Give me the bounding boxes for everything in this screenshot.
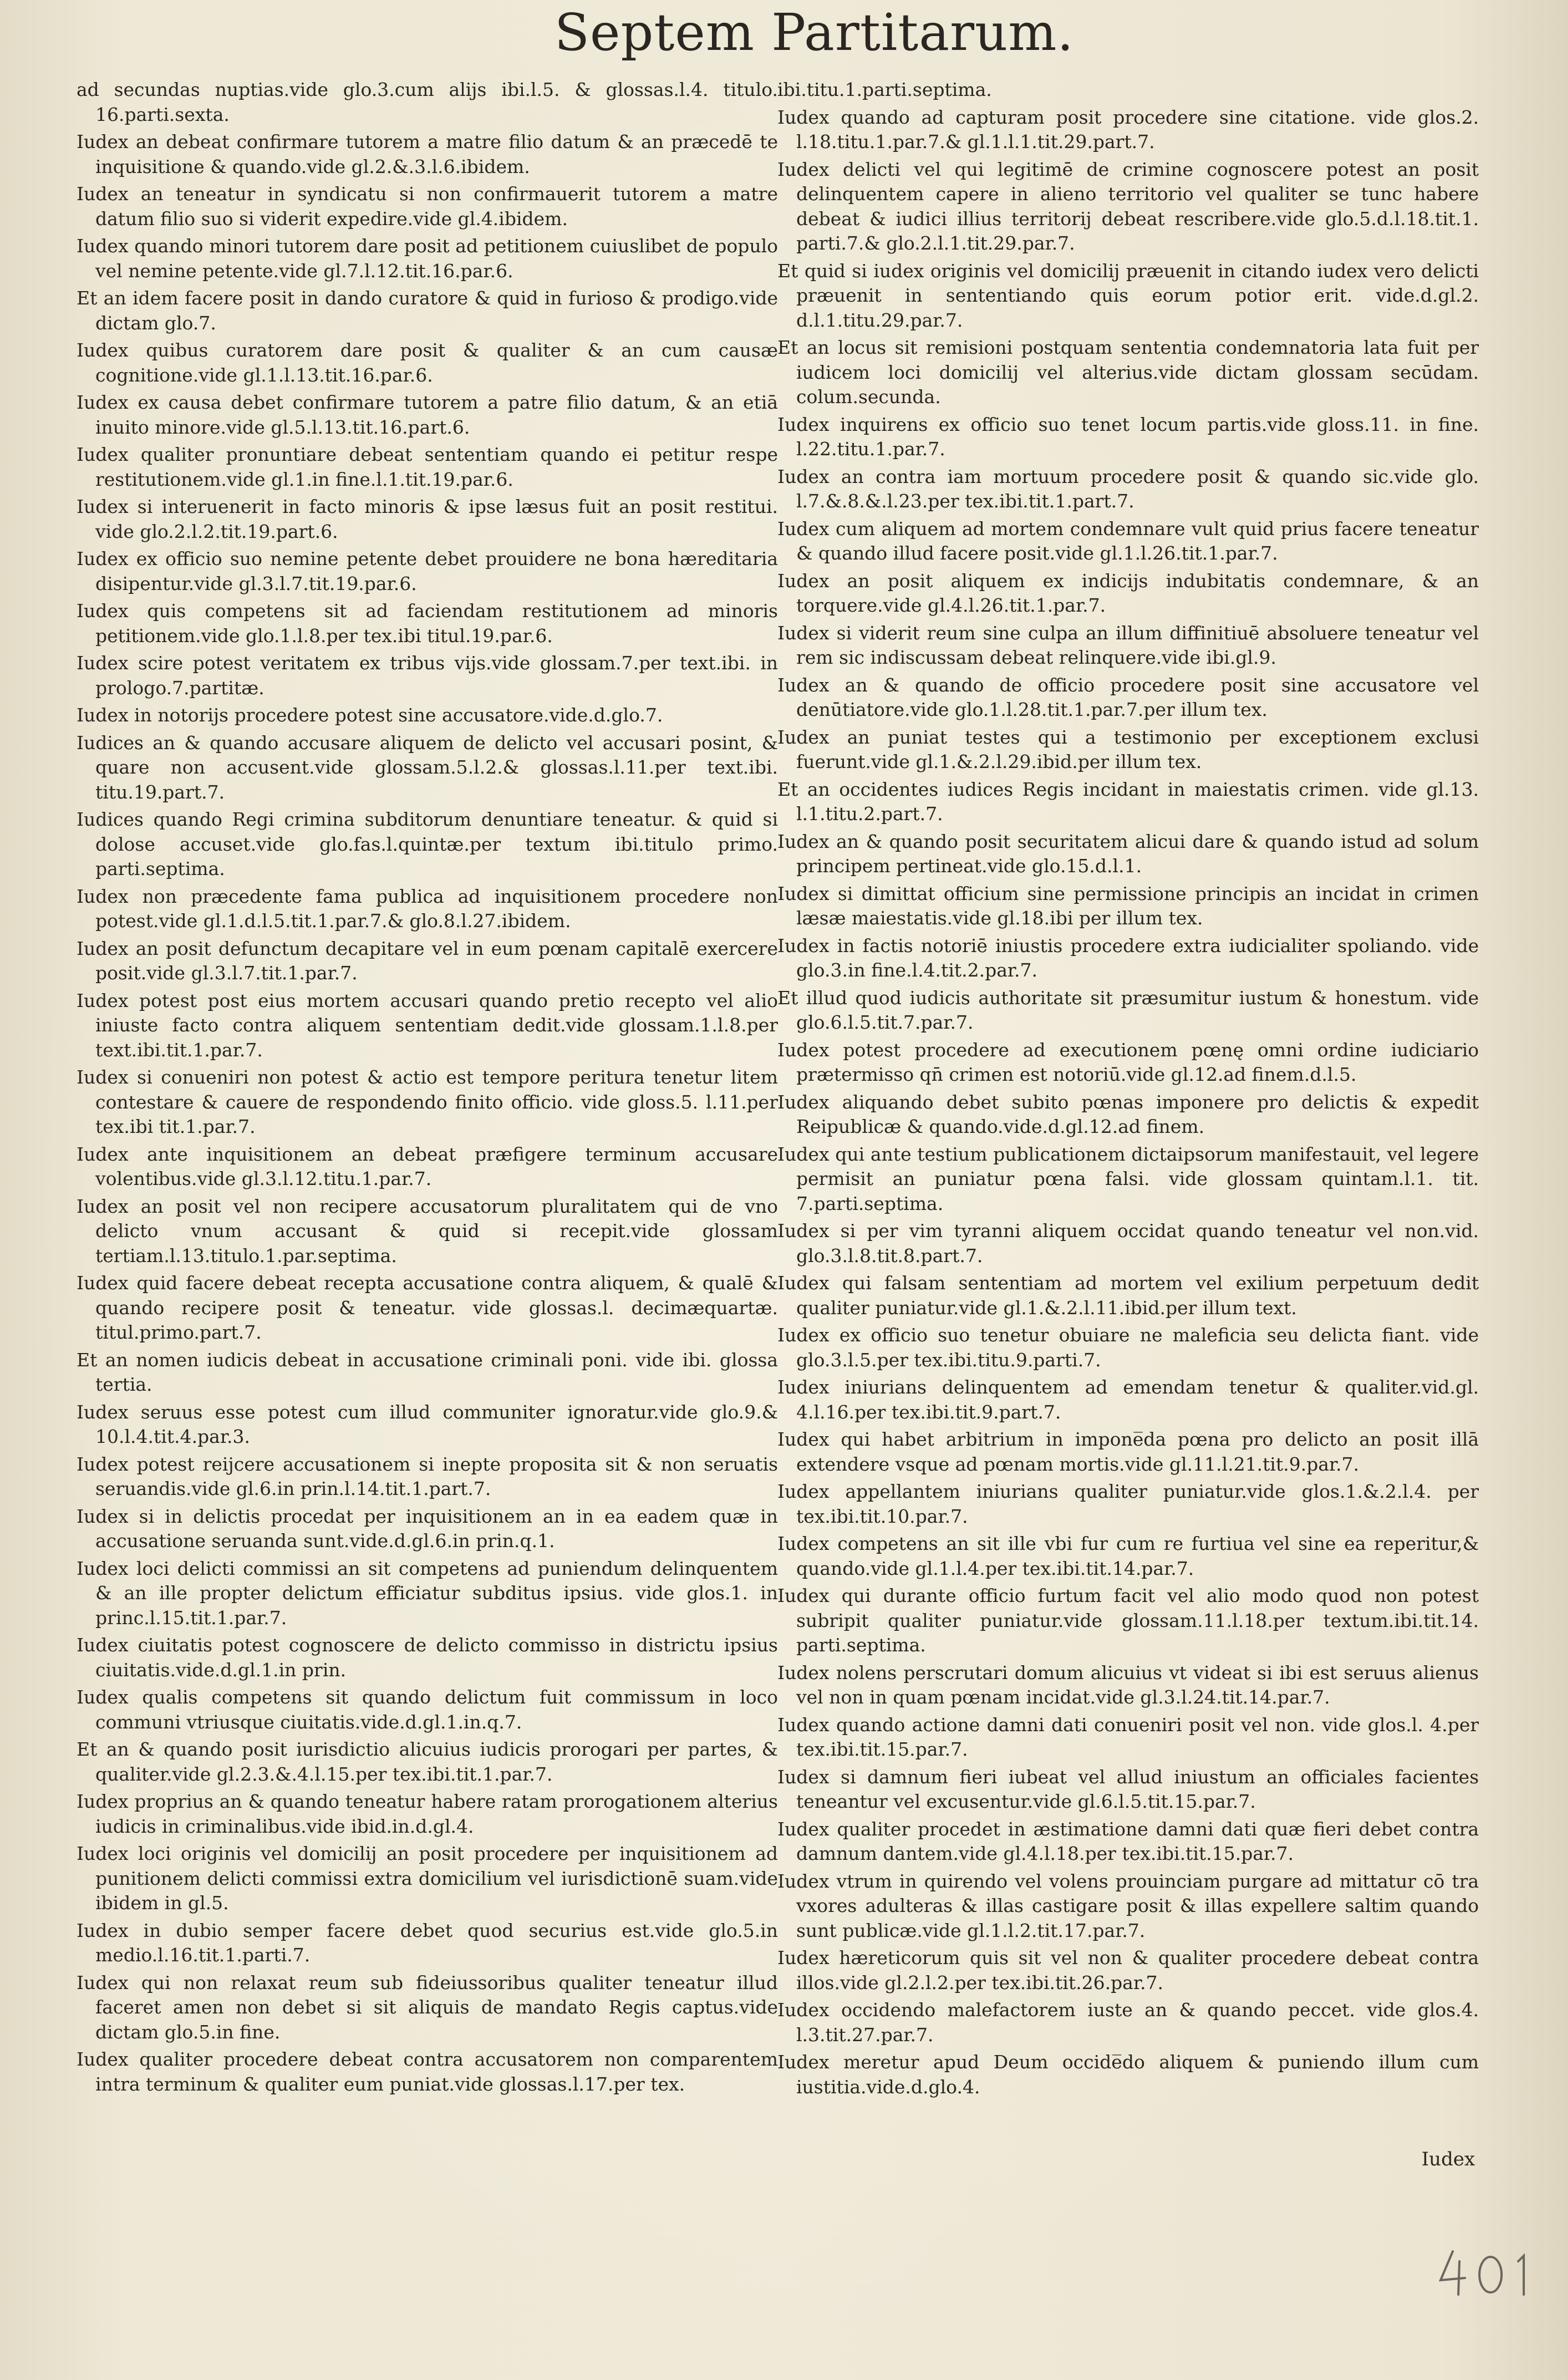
index-entry: Iudices an & quando accusare aliquem de delicto vel accusari posint, & quare non accusent.vide glossam.5.l.2.& glossas.l.11.per text.ibi. titu.19.part.7. xyxy=(77,731,778,803)
index-entry: Et an nomen iudicis debeat in accusatione criminali poni. vide ibi. glossa tertia. xyxy=(77,1349,778,1395)
left-column xyxy=(77,78,778,2201)
running-header: Septem Partitarum. xyxy=(554,3,1074,62)
index-entry: Iudex ciuitatis potest cognoscere de delicto commisso in districtu ipsius ciuitatis.vide.d.gl.1.in prin. xyxy=(77,1634,778,1681)
index-entry: Iudex vtrum in quirendo vel volens prouinciam purgare ad mittatur cō tra vxores adulteras & illas castigare posit & illas expellere saltim quando sunt publicæ.vide gl.1.l.2.tit.17.par.7. xyxy=(777,1870,1479,1941)
index-entry: Iudex si conueniri non potest & actio est tempore peritura tenetur litem contestare & cauere de respondendo finito officio. vide gloss.5. l.11.per tex.ibi tit.1.par.7. xyxy=(77,1066,778,1137)
index-entry: Iudex in notorijs procedere potest sine accusatore.vide.d.glo.7. xyxy=(77,704,663,726)
index-entry: Iudex qualiter procedet in æstimatione damni dati quæ fieri debet contra damnum dantem.vide gl.4.l.18.per tex.ibi.tit.15.par.7. xyxy=(777,1818,1479,1864)
index-entry: Iudex si dimittat officium sine permissione principis an incidat in crimen læsæ maiestatis.vide gl.18.ibi per illum tex. xyxy=(777,882,1479,929)
index-entry: Iudex an contra iam mortuum procedere posit & quando sic.vide glo. l.7.&.8.&.l.23.per tex.ibi.tit.1.part.7. xyxy=(777,465,1479,512)
index-entry: Et an & quando posit iurisdictio alicuius iudicis prorogari per partes, & qualiter.vide gl.2.3.&.4.l.15.per tex.ibi.tit.1.par.7. xyxy=(77,1738,778,1785)
index-entry: Iudex occidendo malefactorem iuste an & quando peccet. vide glos.4. l.3.tit.27.par.7. xyxy=(777,1999,1479,2046)
index-entry: Et an occidentes iudices Regis incidant in maiestatis crimen. vide gl.13. l.1.titu.2.part.7. xyxy=(777,778,1479,825)
index-entry: Iudex si interuenerit in facto minoris & ipse læsus fuit an posit restitui. vide glo.2.l.2.tit.19.part.6. xyxy=(77,496,778,542)
index-entry: Iudex competens an sit ille vbi fur cum re furtiua vel sine ea reperitur,& quando.vide gl.1.l.4.per tex.ibi.tit.14.par.7. xyxy=(777,1533,1479,1579)
index-entry: Iudex an & quando de officio procedere posit sine accusatore vel denūtiatore.vide glo.1.l.28.tit.1.par.7.per illum tex. xyxy=(777,674,1479,720)
index-entry: Iudex loci originis vel domicilij an posit procedere per inquisitionem ad punitionem delicti commissi extra domicilium vel iurisdictionē suam.vide ibidem in gl.5. xyxy=(77,1843,778,1914)
index-entry: Iudex in dubio semper facere debet quod securius est.vide glo.5.in medio.l.16.tit.1.parti.7. xyxy=(77,1919,778,1966)
index-entry: Iudex hæreticorum quis sit vel non & qualiter procedere debeat contra illos.vide gl.2.l.2.per tex.ibi.tit.26.par.7. xyxy=(777,1947,1479,1993)
index-entry: Iudex quid facere debeat recepta accusatione contra aliquem, & qualē & quando recipere posit & teneatur. vide glossas.l. decimæquartæ. titul.primo.part.7. xyxy=(77,1272,778,1343)
index-entry: Et illud quod iudicis authoritate sit præsumitur iustum & honestum. vide glo.6.l.5.tit.7.par.7. xyxy=(777,986,1479,1033)
index-entry: Iudex qui non relaxat reum sub fideiussoribus qualiter teneatur illud faceret amen non debet si sit aliquis de mandato Regis captus.vide dictam glo.5.in fine. xyxy=(77,1971,778,2043)
index-entry: Iudex an puniat testes qui a testimonio per exceptionem exclusi fuerunt.vide gl.1.&.2.l.29.ibid.per illum tex. xyxy=(777,726,1479,772)
index-entry: Iudex nolens perscrutari domum alicuius vt videat si ibi est seruus alienus vel non in quam pœnam incidat.vide gl.3.l.24.tit.14.par.7. xyxy=(777,1661,1479,1708)
index-entry: Iudex ante inquisitionem an debeat præfigere terminum accusare volentibus.vide gl.3.l.12.titu.1.par.7. xyxy=(77,1143,778,1189)
index-entry: Iudex quando ad capturam posit procedere sine citatione. vide glos.2. l.18.titu.1.par.7.& gl.1.l.1.tit.29.part.7. xyxy=(777,106,1479,152)
index-entry: Iudex si per vim tyranni aliquem occidat quando teneatur vel non.vid. glo.3.l.8.tit.8.part.7. xyxy=(777,1220,1479,1267)
index-entry: Iudex loci delicti commissi an sit competens ad puniendum delinquentem & an ille propter delictum efficiatur subditus ipsius. vide glos.1. in princ.l.15.tit.1.par.7. xyxy=(77,1557,778,1629)
index-entry: Iudex quando actione damni dati conueniri posit vel non. vide glos.l. 4.per tex.ibi.tit.15.par.7. xyxy=(777,1713,1479,1760)
index-entry: Iudex quibus curatorem dare posit & qualiter & an cum causæ cognitione.vide gl.1.l.13.tit.16.par.6. xyxy=(77,339,778,386)
index-entry: Iudex quis competens sit ad faciendam restitutionem ad minoris petitionem.vide glo.1.l.8.per tex.ibi titul.19.par.6. xyxy=(77,600,778,647)
index-entry: Iudex qui durante officio furtum facit vel alio modo quod non potest subripit qualiter puniatur.vide glossam.11.l.18.per textum.ibi.tit.14. parti.septima. xyxy=(777,1585,1479,1656)
index-entry: Iudex scire potest veritatem ex tribus vijs.vide glossam.7.per text.ibi. in prologo.7.partitæ. xyxy=(77,652,778,699)
index-entry: Iudex qui habet arbitrium in impone̅da pœna pro delicto an posit illā extendere vsque ad pœnam mortis.vide gl.11.l.21.tit.9.par.7. xyxy=(777,1428,1479,1475)
index-entry: Iudex an posit defunctum decapitare vel in eum pœnam capitalē exercere posit.vide gl.3.l.7.tit.1.par.7. xyxy=(77,937,778,984)
index-entry: Et an locus sit remisioni postquam sententia condemnatoria lata fuit per iudicem loci domicilij vel alterius.vide dictam glossam secūdam. colum.secunda. xyxy=(777,337,1479,408)
index-entry: Iudex an & quando posit securitatem alicui dare & quando istud ad solum principem pertineat.vide glo.15.d.l.1. xyxy=(777,830,1479,877)
index-entry: Iudex ex officio suo tenetur obuiare ne maleficia seu delicta fiant. vide glo.3.l.5.per tex.ibi.titu.9.parti.7. xyxy=(777,1324,1479,1371)
index-entry: Iudex in factis notoriē iniustis procedere extra iudicialiter spoliando. vide glo.3.in fine.l.4.tit.2.par.7. xyxy=(777,934,1479,981)
index-entry: Iudex inquirens ex officio suo tenet locum partis.vide gloss.11. in fine. l.22.titu.1.par.7. xyxy=(777,413,1479,460)
index-entry: Iudex an posit vel non recipere accusatorum pluralitatem qui de vno delicto vnum accusant & quid si recepit.vide glossam tertiam.l.13.titulo.1.par.septima. xyxy=(77,1195,778,1267)
index-entry: Iudex non præcedente fama publica ad inquisitionem procedere non potest.vide gl.1.d.l.5.tit.1.par.7.& glo.8.l.27.ibidem. xyxy=(77,885,778,932)
index-entry: Iudex meretur apud Deum occide̅do aliquem & puniendo illum cum iustitia.vide.d.glo.4. xyxy=(777,2051,1479,2098)
index-entry: Iudex delicti vel qui legitimē de crimine cognoscere potest an posit delinquentem capere in alieno territorio vel qualiter se tunc habere debeat & iudici illius territorij debeat rescribere.vide glo.5.d.l.18.tit.1. parti.7.& glo.2.l.1.tit.29.par.7. xyxy=(777,158,1479,254)
index-entry: Iudex appellantem iniurians qualiter puniatur.vide glos.1.&.2.l.4. per tex.ibi.tit.10.par.7. xyxy=(777,1481,1479,1527)
index-entry: Iudex qualiter pronuntiare debeat sententiam quando ei petitur respe restitutionem.vide gl.1.in fine.l.1.tit.19.par.6. xyxy=(77,444,778,490)
index-entry: Iudex potest reijcere accusationem si inepte proposita sit & non seruatis seruandis.vide gl.6.in prin.l.14.tit.1.part.7. xyxy=(77,1453,778,1499)
index-entry: Iudex si viderit reum sine culpa an illum diffinitiuē absoluere teneatur vel rem sic indiscussam debeat relinquere.vide ibi.gl.9. xyxy=(777,622,1479,668)
index-entry: Et an idem facere posit in dando curatore & quid in furioso & prodigo.vide dictam glo.7. xyxy=(77,287,778,334)
index-entry: Iudex aliquando debet subito pœnas imponere pro delictis & expedit Reipublicæ & quando.vide.d.gl.12.ad finem. xyxy=(777,1091,1479,1137)
index-entry: Iudex qui ante testium publicationem dictaipsorum manifestauit, vel legere permisit an puniatur pœna falsi. vide glossam quintam.l.1. tit. 7.parti.septima. xyxy=(777,1143,1479,1214)
index-entry: Iudex ex causa debet confirmare tutorem a patre filio datum, & an etiā inuito minore.vide gl.5.l.13.tit.16.part.6. xyxy=(77,391,778,438)
index-entry: Iudex an teneatur in syndicatu si non confirmauerit tutorem a matre datum filio suo si viderit expedire.vide gl.4.ibidem. xyxy=(77,183,778,230)
index-entry: Iudex cum aliquem ad mortem condemnare vult quid prius facere teneatur & quando illud facere posit.vide gl.1.l.26.tit.1.par.7. xyxy=(777,517,1479,564)
index-entry: Iudex iniurians delinquentem ad emendam tenetur & qualiter.vid.gl. 4.l.16.per tex.ibi.tit.9.part.7. xyxy=(777,1376,1479,1423)
catchword: Iudex xyxy=(1421,2148,1475,2170)
index-entry: Iudex qualis competens sit quando delictum fuit commissum in loco communi vtriusque ciuitatis.vide.d.gl.1.in.q.7. xyxy=(77,1686,778,1733)
handwritten-folio-number xyxy=(1431,2240,1541,2301)
index-entry: Iudex potest post eius mortem accusari quando pretio recepto vel alio iniuste facto contra aliquem sententiam dedit.vide glossam.1.l.8.per text.ibi.tit.1.par.7. xyxy=(77,989,778,1061)
index-entry: Iudex seruus esse potest cum illud communiter ignoratur.vide glo.9.& 10.l.4.tit.4.par.3. xyxy=(77,1401,778,1447)
index-entry: Iudex potest procedere ad executionem pœnę omni ordine iudiciario prætermisso qn̄ crimen est notoriū.vide gl.12.ad finem.d.l.5. xyxy=(777,1039,1479,1085)
index-entry: Iudices quando Regi crimina subditorum denuntiare teneatur. & quid si dolose accuset.vide glo.fas.l.quintæ.per textum ibi.titulo primo. parti.septima. xyxy=(77,808,778,879)
index-entry: Et quid si iudex originis vel domicilij præuenit in citando iudex vero delicti præuenit in sententiando quis eorum potior erit. vide.d.gl.2. d.l.1.titu.29.par.7. xyxy=(777,260,1479,331)
index-entry: Iudex qui falsam sententiam ad mortem vel exilium perpetuum dedit qualiter puniatur.vide gl.1.&.2.l.11.ibid.per illum text. xyxy=(777,1272,1479,1319)
index-entry: Iudex an posit aliquem ex indicijs indubitatis condemnare, & an torquere.vide gl.4.l.26.tit.1.par.7. xyxy=(777,569,1479,616)
index-entry: Iudex si damnum fieri iubeat vel allud iniustum an officiales facientes teneantur vel excusentur.vide gl.6.l.5.tit.15.par.7. xyxy=(777,1766,1479,1812)
index-entry: ad secundas nuptias.vide glo.3.cum alijs ibi.l.5. & glossas.l.4. titulo. 16.parti.sexta. xyxy=(77,79,778,125)
right-column xyxy=(777,78,1479,2201)
index-entry: Iudex ex officio suo nemine petente debet prouidere ne bona hæreditaria disipentur.vide gl.3.l.7.tit.19.par.6. xyxy=(77,548,778,594)
index-entry: Iudex qualiter procedere debeat contra accusatorem non comparentem intra terminum & qualiter eum puniat.vide glossas.l.17.per tex. xyxy=(77,2048,778,2095)
index-entry: Iudex an debeat confirmare tutorem a matre filio datum & an præcedē te inquisitione & quando.vide gl.2.&.3.l.6.ibidem. xyxy=(77,131,778,177)
index-entry: ibi.titu.1.parti.septima. xyxy=(777,79,992,100)
index-entry: Iudex si in delictis procedat per inquisitionem an in ea eadem quæ in accusatione seruanda sunt.vide.d.gl.6.in prin.q.1. xyxy=(77,1505,778,1552)
index-entry: Iudex proprius an & quando teneatur habere ratam prorogationem alterius iudicis in criminalibus.vide ibid.in.d.gl.4. xyxy=(77,1791,778,1837)
handwritten-folio-number-drawing xyxy=(1431,2240,1541,2301)
index-entry: Iudex quando minori tutorem dare posit ad petitionem cuiuslibet de populo vel nemine petente.vide gl.7.l.12.tit.16.par.6. xyxy=(77,235,778,282)
